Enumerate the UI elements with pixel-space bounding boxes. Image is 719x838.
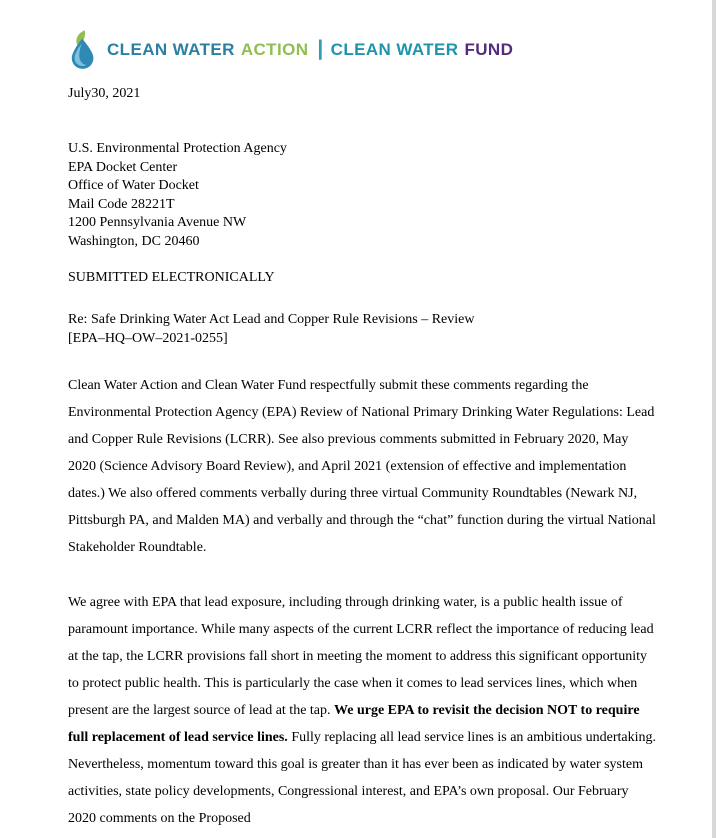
- paragraph-introduction: Clean Water Action and Clean Water Fund respectfully submit these comments regarding the Environmental Protection Agency (EPA) Review of National Primary Drinking Water Regulations: Lead and Copper Rule Revisions (LCRR). See also previous comments submitted in February 2020, May 2020 (Science Advisory Board Review), and April 2021 (extension of effective and implementation dates.) We also offered comments verbally during three virtual Community Roundtables (Newark NJ, Pittsburgh PA, and Malden MA) and verbally and through the “chat” function during the virtual National Stakeholder Roundtable.: [68, 378, 656, 555]
- org-logo: [68, 30, 659, 70]
- page-right-edge: [712, 0, 716, 838]
- org1-name-accent: ACTION: [240, 40, 309, 59]
- subject-line: Re: Safe Drinking Water Act Lead and Copper Rule Revisions – Review: [68, 312, 475, 327]
- paragraph-position: [68, 589, 656, 832]
- submission-method: SUBMITTED ELECTRONICALLY: [68, 270, 275, 285]
- water-drop-icon: [68, 30, 100, 70]
- paragraph-position-lead: We agree with EPA that lead exposure, including through drinking water, is a public health issue of paramount importance. While many aspects of the current LCRR reflect the importance of reducing lead at the tap, the LCRR provisions fall short in meeting the moment to address this significant opportunity to protect public health. This is particularly the case when it comes to lead services lines, which when present are the largest source of lead at the tap.: [68, 595, 654, 718]
- paragraph-position-continuation: Fully replacing all lead service lines is an ambitious undertaking. Nevertheless, momentum toward this goal is greater than it has ever been as indicated by water system activities, state policy developments, Congressional interest, and EPA’s own proposal. Our February 2020 comments on the Proposed: [68, 730, 656, 826]
- address-line: 1200 Pennsylvania Avenue NW: [68, 215, 247, 230]
- subject-block: [68, 311, 659, 348]
- address-line: Washington, DC 20460: [68, 233, 200, 249]
- address-line: Mail Code 28221T: [68, 196, 175, 212]
- org2-name-primary: CLEAN WATER: [330, 40, 459, 59]
- org2-name-accent: FUND: [464, 40, 514, 59]
- paragraph-position-bold-statement: We urge EPA to revisit the decision NOT to require full replacement of lead service lines.: [68, 703, 640, 745]
- address-line: EPA Docket Center: [68, 159, 178, 175]
- date-line: July30, 2021: [68, 86, 141, 101]
- address-line: U.S. Environmental Protection Agency: [68, 141, 287, 156]
- logo-divider: |: [317, 37, 324, 60]
- docket-number: [EPA–HQ–OW–2021-0255]: [68, 330, 228, 346]
- address-line: Office of Water Docket: [68, 178, 199, 193]
- recipient-address: [68, 140, 659, 251]
- org1-name-primary: CLEAN WATER: [107, 40, 235, 59]
